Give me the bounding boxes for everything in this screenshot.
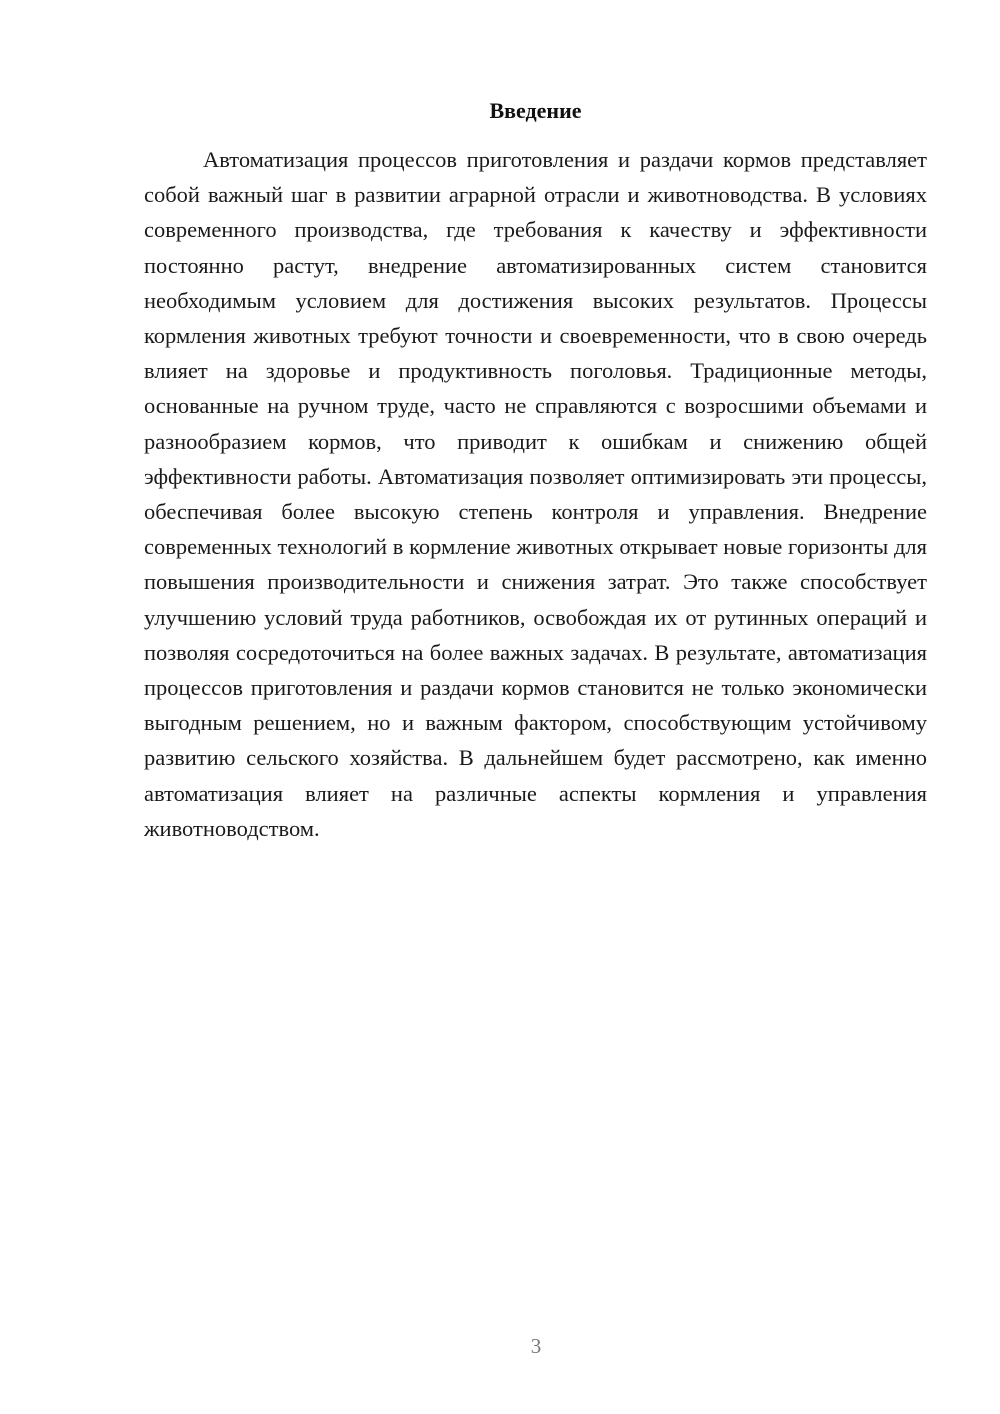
section-title: Введение <box>489 98 582 123</box>
page-number: 3 <box>530 1334 542 1358</box>
body-paragraph: Автоматизация процессов приготовления и раздачи кормов представляет собой важный шаг в развитии аграрной отрасли и животноводства. В условиях современного производства, где требования к качеству и эффективности постоянно растут, внедрение автоматизированных систем становится необходимым условием для достижения высоких результатов. Процессы кормления животных требуют точности и своевременности, что в свою очередь влияет на здоровье и продуктивность поголовья. Традиционные методы, основанные на ручном труде, часто не справляются с возросшими объемами и разнообразием кормов, что приводит к ошибкам и снижению общей эффективности работы. Автоматизация позволяет оптимизировать эти процессы, обеспечивая более высокую степень контроля и управления. Внедрение современных технологий в кормление животных открывает новые горизонты для повышения производительности и снижения затрат. Это также способствует улучшению условий труда работников, освобождая их от рутинных операций и позволяя сосредоточиться на более важных задачах. В результате, автоматизация процессов приготовления и раздачи кормов становится не только экономически выгодным решением, но и важным фактором, способствующим устойчивому развитию сельского хозяйства. В дальнейшем будет рассмотрено, как именно автоматизация влияет на различные аспекты кормления и управления животноводством. <box>144 147 927 841</box>
